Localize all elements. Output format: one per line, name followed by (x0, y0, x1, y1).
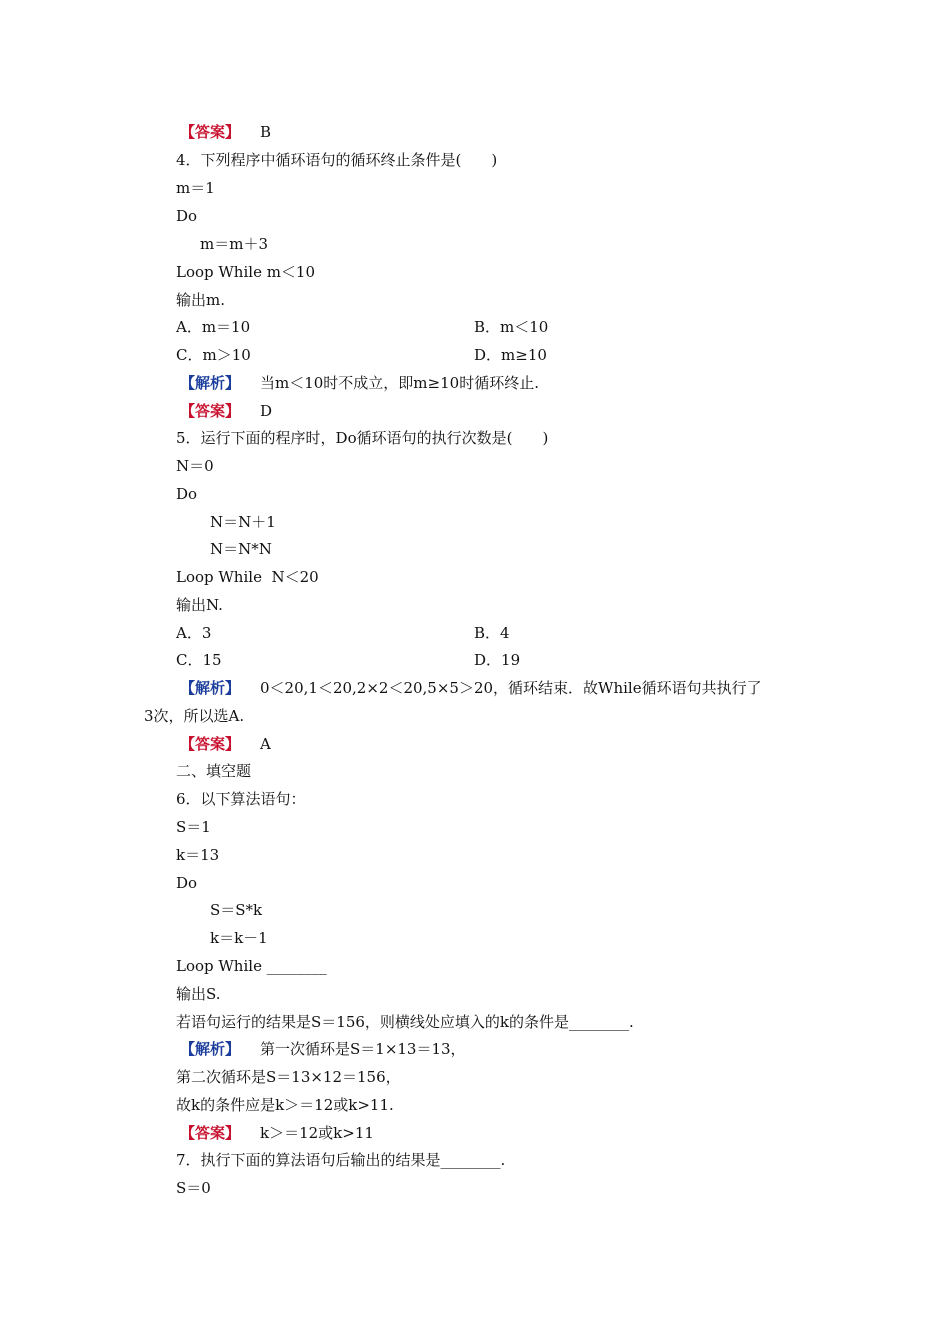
analysis-tag: 【解析】 (180, 679, 241, 697)
q4-option-c: C．m＞10 (176, 346, 251, 364)
q6-code-line: k＝13 (176, 846, 220, 864)
q7-stem: 7．执行下面的算法语句后输出的结果是________. (176, 1151, 506, 1169)
q4-answer: D (260, 402, 273, 420)
q4-code-line: m＝m＋3 (200, 235, 268, 253)
section-heading: 二、填空题 (176, 762, 252, 780)
q5-answer: A (260, 735, 271, 753)
answer-tag: 【答案】 (180, 735, 241, 753)
q4-analysis: 当m＜10时不成立，即m≥10时循环终止. (260, 374, 539, 392)
q3-answer: B (260, 123, 272, 141)
q5-option-c: C．15 (176, 651, 222, 669)
q5-analysis-line1: 0＜20,1＜20,2×2＜20,5×5＞20，循环结束．故While循环语句共执行了 (260, 679, 762, 697)
q6-stem: 6．以下算法语句： (176, 790, 306, 808)
q5-analysis-line2: 3次，所以选A. (144, 707, 245, 725)
q6-code-line: Loop While ________ (176, 957, 327, 975)
answer-tag: 【答案】 (180, 402, 241, 420)
q6-code-line: Do (176, 874, 198, 892)
q5-code-line: N＝0 (176, 457, 214, 475)
answer-tag: 【答案】 (180, 1124, 241, 1142)
analysis-tag: 【解析】 (180, 1040, 241, 1058)
q4-code-line: m＝1 (176, 179, 215, 197)
q6-code-line: S＝1 (176, 818, 211, 836)
answer-tag: 【答案】 (180, 123, 241, 141)
q4-stem: 4．下列程序中循环语句的循环终止条件是( ) (176, 151, 498, 169)
q6-code-line: S＝S*k (210, 901, 263, 919)
q5-code-line: N＝N*N (210, 540, 272, 558)
q5-code-line: N＝N＋1 (210, 513, 276, 531)
q6-analysis-line: 第一次循环是S＝1×13＝13， (260, 1040, 466, 1058)
q6-question: 若语句运行的结果是S＝156，则横线处应填入的k的条件是________. (176, 1013, 634, 1031)
q6-code-line: k＝k－1 (210, 929, 268, 947)
q4-code-line: Do (176, 207, 198, 225)
q6-answer: k＞＝12或k>11 (260, 1124, 374, 1142)
q4-option-d: D．m≥10 (474, 346, 547, 364)
q5-option-a: A．3 (176, 624, 212, 642)
q5-option-d: D．19 (474, 651, 521, 669)
q7-code-line: S＝0 (176, 1179, 211, 1197)
q5-code-line: 输出N. (176, 596, 223, 614)
q5-code-line: Do (176, 485, 198, 503)
q6-analysis-line: 第二次循环是S＝13×12＝156， (176, 1068, 401, 1086)
q4-option-b: B．m＜10 (474, 318, 549, 336)
analysis-tag: 【解析】 (180, 374, 241, 392)
q5-stem: 5．运行下面的程序时，Do循环语句的执行次数是( ) (176, 429, 549, 447)
q6-code-line: 输出S. (176, 985, 221, 1003)
q6-analysis-line: 故k的条件应是k＞＝12或k>11. (176, 1096, 394, 1114)
q4-option-a: A．m＝10 (176, 318, 251, 336)
q5-option-b: B．4 (474, 624, 510, 642)
q4-code-line: 输出m. (176, 291, 225, 309)
q5-code-line: Loop While N＜20 (176, 568, 319, 586)
q4-code-line: Loop While m＜10 (176, 263, 316, 281)
